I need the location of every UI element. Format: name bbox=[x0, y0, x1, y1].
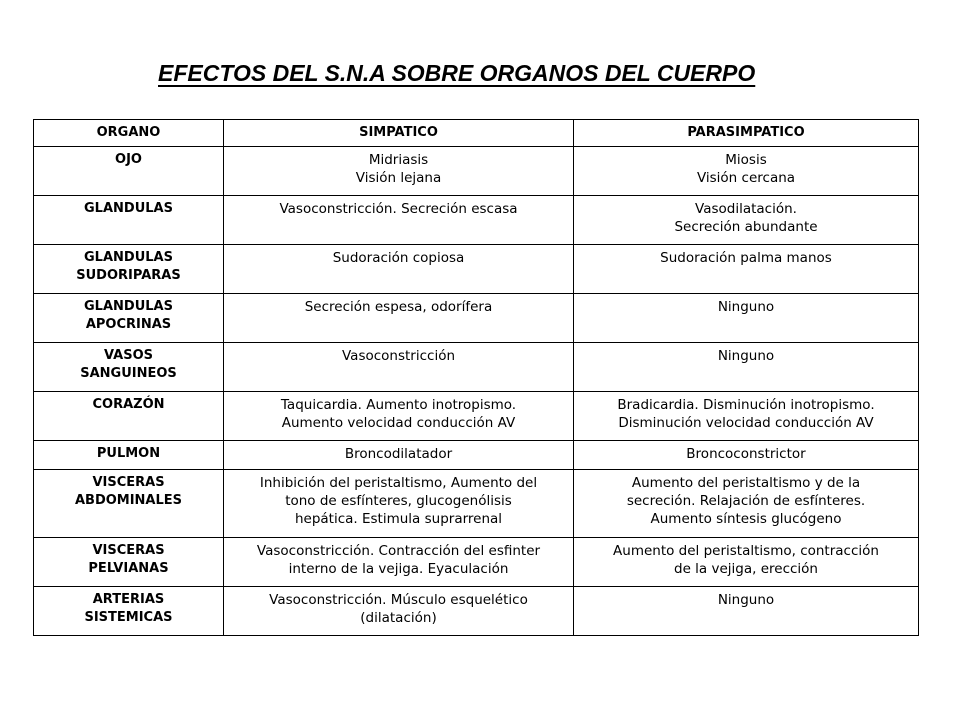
header-parasimpatico: PARASIMPATICO bbox=[574, 120, 919, 147]
table-row bbox=[34, 441, 919, 470]
parasimpatico-line: Broncoconstrictor bbox=[686, 446, 806, 462]
simpatico-cell bbox=[224, 441, 574, 470]
organ-label: ABDOMINALES bbox=[74, 493, 183, 508]
parasimpatico-line: de la vejiga, erección bbox=[674, 561, 818, 577]
organ-label: SANGUINEOS bbox=[80, 366, 177, 381]
parasimpatico-cell bbox=[574, 196, 919, 245]
simpatico-line: hepática. Estimula suprarrenal bbox=[294, 511, 503, 527]
organ-cell bbox=[34, 392, 224, 441]
simpatico-cell bbox=[224, 538, 574, 587]
table-header-row bbox=[34, 120, 919, 147]
organ-label: CORAZÓN bbox=[92, 397, 165, 412]
simpatico-line: Broncodilatador bbox=[344, 446, 453, 462]
simpatico-cell bbox=[224, 147, 574, 196]
parasimpatico-line: Aumento síntesis glucógeno bbox=[650, 511, 842, 527]
simpatico-line: Vasoconstricción bbox=[341, 348, 456, 364]
parasimpatico-line: Sudoración palma manos bbox=[660, 250, 832, 266]
organ-cell bbox=[34, 441, 224, 470]
parasimpatico-line: Aumento del peristaltismo y de la bbox=[631, 475, 861, 491]
parasimpatico-line: Vasodilatación. bbox=[695, 201, 797, 217]
table-row bbox=[34, 538, 919, 587]
parasimpatico-cell bbox=[574, 470, 919, 538]
organ-label: SUDORIPARAS bbox=[76, 268, 181, 283]
simpatico-cell bbox=[224, 392, 574, 441]
organ-cell bbox=[34, 294, 224, 343]
parasimpatico-line: Visión cercana bbox=[696, 170, 796, 186]
simpatico-line: Midriasis bbox=[368, 152, 429, 168]
parasimpatico-line: Secreción abundante bbox=[674, 219, 818, 235]
table-row bbox=[34, 245, 919, 294]
simpatico-line: Taquicardia. Aumento inotropismo. bbox=[280, 397, 517, 413]
simpatico-line: tono de esfínteres, glucogenólisis bbox=[285, 493, 512, 509]
parasimpatico-cell bbox=[574, 343, 919, 392]
organ-label: VASOS bbox=[103, 348, 154, 363]
simpatico-cell bbox=[224, 470, 574, 538]
parasimpatico-cell bbox=[574, 392, 919, 441]
parasimpatico-line: Miosis bbox=[725, 152, 767, 168]
organ-label: GLANDULAS bbox=[84, 201, 173, 216]
organ-label: APOCRINAS bbox=[85, 317, 172, 332]
table-row bbox=[34, 147, 919, 196]
organ-label: OJO bbox=[115, 152, 142, 167]
table-row bbox=[34, 343, 919, 392]
parasimpatico-cell bbox=[574, 245, 919, 294]
effects-table bbox=[33, 119, 919, 636]
organ-label: PULMON bbox=[96, 446, 161, 461]
parasimpatico-line: Ninguno bbox=[717, 592, 775, 608]
organ-label: VISCERAS bbox=[92, 543, 165, 558]
parasimpatico-cell bbox=[574, 587, 919, 636]
header-organo: ORGANO bbox=[34, 120, 224, 147]
simpatico-line: Aumento velocidad conducción AV bbox=[281, 415, 516, 431]
organ-cell bbox=[34, 343, 224, 392]
table-row bbox=[34, 587, 919, 636]
organ-cell bbox=[34, 196, 224, 245]
parasimpatico-line: Ninguno bbox=[717, 348, 775, 364]
organ-cell bbox=[34, 470, 224, 538]
parasimpatico-cell bbox=[574, 441, 919, 470]
simpatico-line: Vasoconstricción. Contracción del esfinter bbox=[256, 543, 541, 559]
parasimpatico-line: Ninguno bbox=[717, 299, 775, 315]
organ-label: GLANDULAS bbox=[84, 299, 173, 314]
simpatico-line: Inhibición del peristaltismo, Aumento del bbox=[259, 475, 538, 491]
organ-label: ARTERIAS bbox=[92, 592, 165, 607]
organ-cell bbox=[34, 245, 224, 294]
table-row bbox=[34, 196, 919, 245]
parasimpatico-line: Bradicardia. Disminución inotropismo. bbox=[617, 397, 875, 413]
page-title: EFECTOS DEL S.N.A SOBRE ORGANOS DEL CUERPO bbox=[158, 60, 756, 86]
simpatico-line: (dilatación) bbox=[360, 610, 437, 626]
organ-cell bbox=[34, 587, 224, 636]
simpatico-line: Vasoconstricción. Músculo esquelético bbox=[269, 592, 528, 608]
table-row bbox=[34, 294, 919, 343]
simpatico-cell bbox=[224, 587, 574, 636]
parasimpatico-line: Aumento del peristaltismo, contracción bbox=[613, 543, 879, 559]
organ-label: VISCERAS bbox=[92, 475, 165, 490]
organ-label: PELVIANAS bbox=[88, 561, 169, 576]
organ-label: GLANDULAS bbox=[84, 250, 173, 265]
organ-label: SISTEMICAS bbox=[84, 610, 173, 625]
simpatico-line: Visión lejana bbox=[355, 170, 442, 186]
parasimpatico-line: secreción. Relajación de esfínteres. bbox=[626, 493, 866, 509]
header-simpatico: SIMPATICO bbox=[224, 120, 574, 147]
parasimpatico-cell bbox=[574, 147, 919, 196]
simpatico-line: Sudoración copiosa bbox=[332, 250, 465, 266]
simpatico-line: Secreción espesa, odorífera bbox=[304, 299, 493, 315]
simpatico-line: Vasoconstricción. Secreción escasa bbox=[279, 201, 518, 217]
parasimpatico-cell bbox=[574, 538, 919, 587]
organ-cell bbox=[34, 538, 224, 587]
parasimpatico-cell bbox=[574, 294, 919, 343]
simpatico-line: interno de la vejiga. Eyaculación bbox=[288, 561, 509, 577]
simpatico-cell bbox=[224, 343, 574, 392]
organ-cell bbox=[34, 147, 224, 196]
simpatico-cell bbox=[224, 196, 574, 245]
table-row bbox=[34, 392, 919, 441]
table-row bbox=[34, 470, 919, 538]
simpatico-cell bbox=[224, 294, 574, 343]
parasimpatico-line: Disminución velocidad conducción AV bbox=[618, 415, 874, 431]
simpatico-cell bbox=[224, 245, 574, 294]
